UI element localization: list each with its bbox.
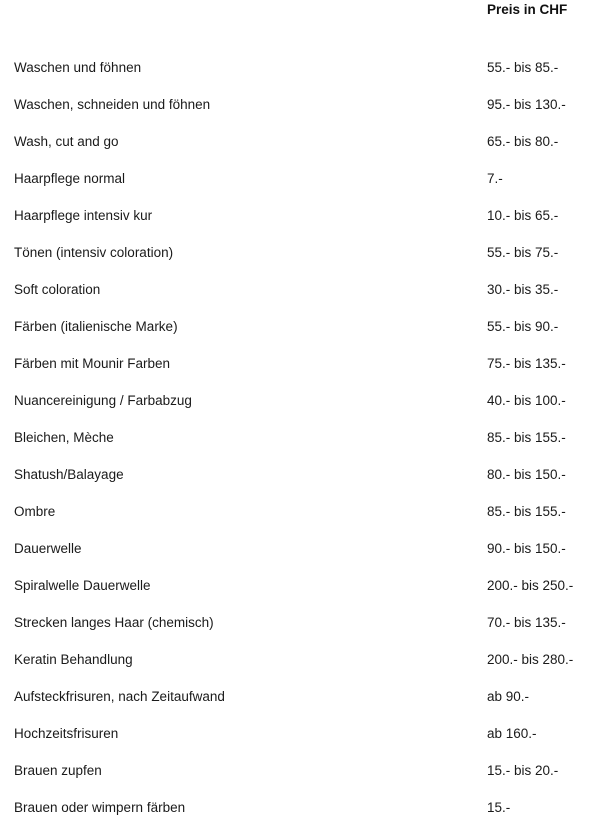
service-row bbox=[0, 385, 611, 422]
service-price: 80.- bis 150.- bbox=[487, 467, 566, 482]
service-price: 200.- bis 250.- bbox=[487, 578, 574, 593]
service-price: 15.- bis 20.- bbox=[487, 763, 559, 778]
service-row bbox=[0, 274, 611, 311]
service-price: 40.- bis 100.- bbox=[487, 393, 566, 408]
service-name: Dauerwelle bbox=[14, 541, 82, 556]
service-price: 65.- bis 80.- bbox=[487, 134, 559, 149]
service-price: 55.- bis 90.- bbox=[487, 319, 559, 334]
service-price: 75.- bis 135.- bbox=[487, 356, 566, 371]
service-name: Tönen (intensiv coloration) bbox=[14, 245, 174, 260]
service-name: Spiralwelle Dauerwelle bbox=[14, 578, 151, 593]
service-row bbox=[0, 89, 611, 126]
service-name: Soft coloration bbox=[14, 282, 101, 297]
service-name: Ombre bbox=[14, 504, 56, 519]
service-name: Brauen oder wimpern färben bbox=[14, 800, 186, 815]
service-price: ab 90.- bbox=[487, 689, 530, 704]
service-name: Haarpflege intensiv kur bbox=[14, 208, 153, 223]
service-row bbox=[0, 163, 611, 200]
service-name: Shatush/Balayage bbox=[14, 467, 124, 482]
service-price-list bbox=[0, 52, 611, 829]
service-price: 85.- bis 155.- bbox=[487, 430, 566, 445]
service-price: ab 160.- bbox=[487, 726, 537, 741]
service-price: 7.- bbox=[487, 171, 503, 186]
service-name: Wash, cut and go bbox=[14, 134, 119, 149]
service-row bbox=[0, 570, 611, 607]
service-name: Aufsteckfrisuren, nach Zeitaufwand bbox=[14, 689, 225, 704]
service-name: Keratin Behandlung bbox=[14, 652, 133, 667]
price-column-header: Preis in CHF bbox=[487, 2, 568, 17]
service-name: Färben mit Mounir Farben bbox=[14, 356, 171, 371]
service-row bbox=[0, 126, 611, 163]
service-price: 10.- bis 65.- bbox=[487, 208, 559, 223]
service-row bbox=[0, 348, 611, 385]
service-price: 70.- bis 135.- bbox=[487, 615, 566, 630]
service-row bbox=[0, 200, 611, 237]
service-row bbox=[0, 755, 611, 792]
service-price: 90.- bis 150.- bbox=[487, 541, 566, 556]
service-row bbox=[0, 459, 611, 496]
service-row bbox=[0, 52, 611, 89]
service-row bbox=[0, 718, 611, 755]
service-row bbox=[0, 311, 611, 348]
service-row bbox=[0, 681, 611, 718]
service-row bbox=[0, 237, 611, 274]
service-row bbox=[0, 607, 611, 644]
service-name: Brauen zupfen bbox=[14, 763, 102, 778]
service-row bbox=[0, 533, 611, 570]
service-name: Haarpflege normal bbox=[14, 171, 126, 186]
service-price: 55.- bis 75.- bbox=[487, 245, 559, 260]
service-price: 30.- bis 35.- bbox=[487, 282, 559, 297]
service-name: Waschen und föhnen bbox=[14, 60, 142, 75]
service-name: Hochzeitsfrisuren bbox=[14, 726, 119, 741]
service-price: 95.- bis 130.- bbox=[487, 97, 566, 112]
service-row bbox=[0, 792, 611, 829]
service-row bbox=[0, 422, 611, 459]
service-name: Bleichen, Mèche bbox=[14, 430, 114, 445]
service-name: Färben (italienische Marke) bbox=[14, 319, 178, 334]
service-price: 15.- bbox=[487, 800, 511, 815]
service-row bbox=[0, 644, 611, 681]
service-name: Strecken langes Haar (chemisch) bbox=[14, 615, 214, 630]
service-row bbox=[0, 496, 611, 533]
service-price: 200.- bis 280.- bbox=[487, 652, 574, 667]
service-price: 85.- bis 155.- bbox=[487, 504, 566, 519]
service-price: 55.- bis 85.- bbox=[487, 60, 559, 75]
service-name: Waschen, schneiden und föhnen bbox=[14, 97, 211, 112]
service-name: Nuancereinigung / Farbabzug bbox=[14, 393, 192, 408]
